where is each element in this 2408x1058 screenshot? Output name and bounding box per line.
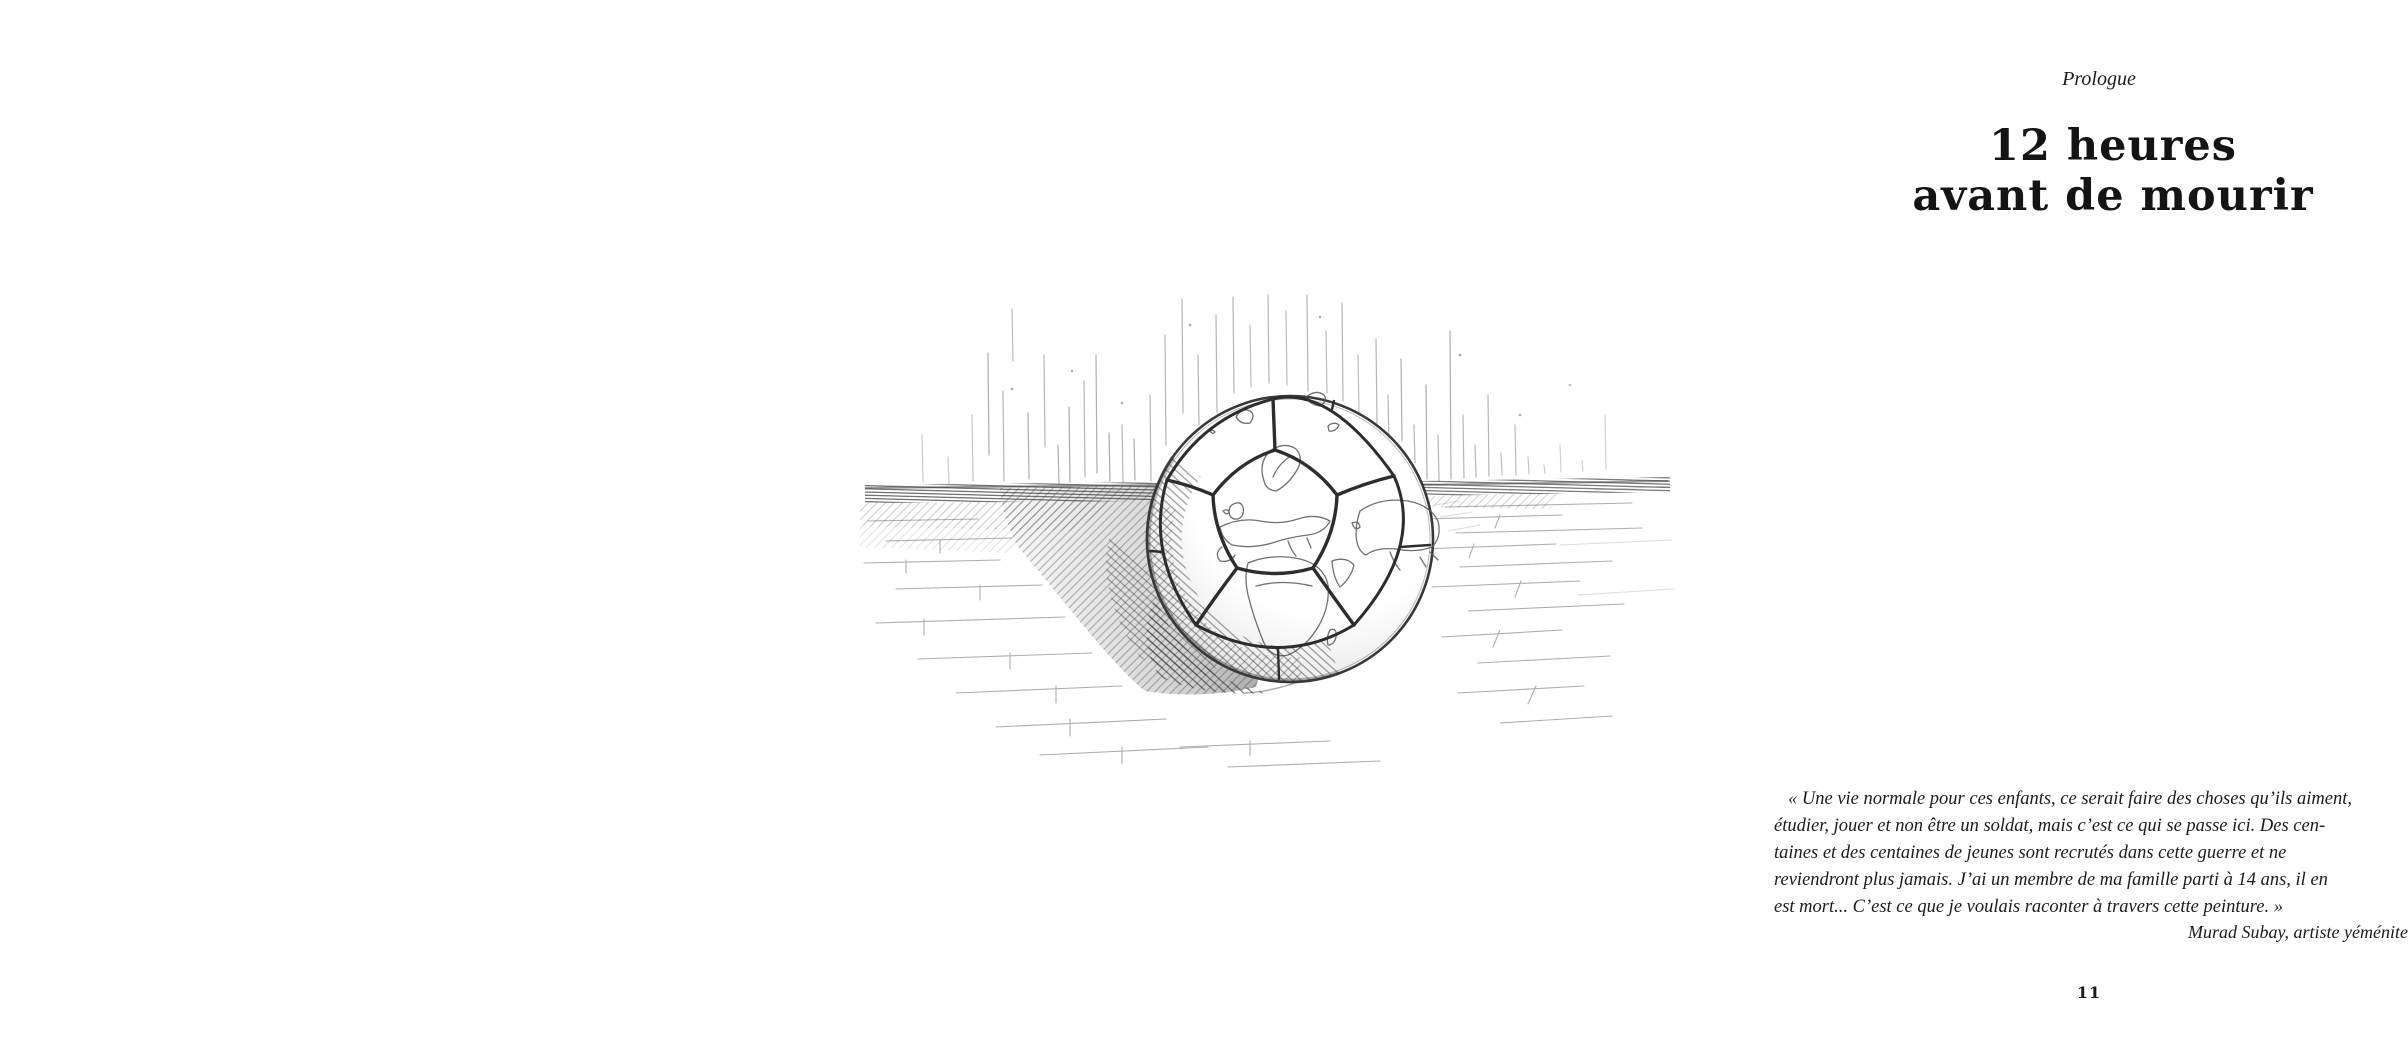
quote-block <box>1774 786 2352 921</box>
page-number: 11 <box>2076 983 2102 1002</box>
chapter-title-line2: avant de mourir <box>1912 171 2314 221</box>
quote-line: est mort... C’est ce que je voulais raconter à travers cette peinture. » <box>1774 897 2283 917</box>
prologue-label: Prologue <box>2062 68 2136 90</box>
soccer-ball <box>1147 392 1439 682</box>
ball-shading <box>1147 397 1432 681</box>
left-page-blank <box>0 0 836 1058</box>
quote-line: étudier, jouer et non être un soldat, mais c’est ce qui se passe ici. Des cen- <box>1774 816 2326 836</box>
chapter-title <box>1912 121 2313 221</box>
quote-line: « Une vie normale pour ces enfants, ce serait faire des choses qu’ils aiment, <box>1788 789 2352 809</box>
quote-attribution: Murad Subay, artiste yéménite <box>2188 922 2408 942</box>
chapter-title-line1: 12 heures <box>1989 121 2237 171</box>
quote-line: taines et des centaines de jeunes sont recrutés dans cette guerre et ne <box>1774 843 2287 863</box>
quote-line: reviendront plus jamais. J’ai un membre de ma famille parti à 14 ans, il en <box>1774 870 2328 890</box>
soccer-ball-illustration <box>860 295 1673 780</box>
